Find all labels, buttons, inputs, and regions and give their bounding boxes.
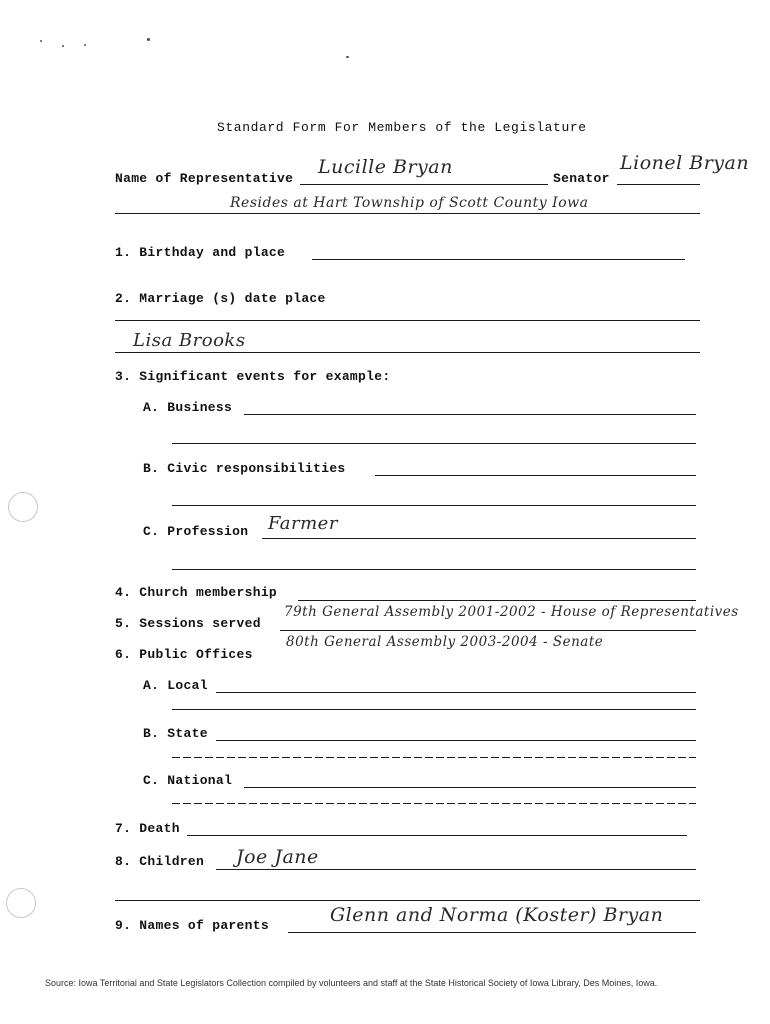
- scan-speck: [147, 38, 150, 41]
- local-label: A. Local: [143, 678, 208, 693]
- children-line-2: [115, 900, 700, 901]
- state-line-1: [216, 740, 696, 741]
- residence-line: [115, 213, 700, 214]
- marriage-label: 2. Marriage (s) date place: [115, 291, 326, 306]
- events-label: 3. Significant events for example:: [115, 369, 391, 384]
- public-offices-label: 6. Public Offices: [115, 647, 253, 662]
- parents-label: 9. Names of parents: [115, 918, 269, 933]
- sessions-label: 5. Sessions served: [115, 616, 261, 631]
- civic-line-2: [172, 505, 696, 506]
- source-note: Source: Iowa Territorial and State Legislators Collection compiled by volunteers and staff at the State Historical Society of Iowa Library, Des Moines, Iowa.: [45, 978, 658, 988]
- scan-speck: [62, 45, 64, 47]
- sessions-line: [280, 630, 696, 631]
- profession-label: C. Profession: [143, 524, 249, 539]
- children-handwriting: Joe Jane: [236, 846, 319, 868]
- birthday-line: [312, 259, 685, 260]
- residence-handwriting: Resides at Hart Township of Scott County Iowa: [230, 195, 589, 211]
- scan-speck: [346, 56, 349, 58]
- scan-speck: [84, 44, 86, 46]
- senator-label: Senator: [553, 171, 610, 186]
- civic-label: B. Civic responsibilities: [143, 461, 346, 476]
- business-line-1: [244, 414, 696, 415]
- sessions-handwriting-2: 80th General Assembly 2003-2004 - Senate: [286, 634, 604, 650]
- national-line-2: [172, 803, 696, 804]
- form-title: Standard Form For Members of the Legislature: [217, 120, 587, 135]
- marriage-line-1: [115, 320, 700, 321]
- national-line-1: [244, 787, 696, 788]
- business-label: A. Business: [143, 400, 233, 415]
- parents-line: [288, 932, 696, 933]
- senator-signature: Lionel Bryan: [620, 152, 750, 174]
- binder-hole: [6, 888, 36, 918]
- state-label: B. State: [143, 726, 208, 741]
- representative-signature: Lucille Bryan: [318, 156, 453, 178]
- children-line-1: [216, 869, 696, 870]
- parents-handwriting: Glenn and Norma (Koster) Bryan: [330, 904, 664, 926]
- senator-line: [617, 184, 700, 185]
- sessions-handwriting-1: 79th General Assembly 2001-2002 - House of Representatives: [284, 604, 739, 620]
- children-label: 8. Children: [115, 854, 205, 869]
- business-line-2: [172, 443, 696, 444]
- profession-line-2: [172, 569, 696, 570]
- marriage-line-2: [115, 352, 700, 353]
- national-label: C. National: [143, 773, 233, 788]
- church-line: [298, 600, 696, 601]
- local-line-2: [172, 709, 696, 710]
- civic-line-1: [375, 475, 696, 476]
- binder-hole: [8, 492, 38, 522]
- marriage-handwriting: Lisa Brooks: [133, 330, 246, 351]
- death-line: [187, 835, 687, 836]
- local-line-1: [216, 692, 696, 693]
- birthday-label: 1. Birthday and place: [115, 245, 286, 260]
- profession-line-1: [262, 538, 696, 539]
- profession-handwriting: Farmer: [268, 513, 338, 534]
- scan-speck: [40, 40, 42, 42]
- representative-label: Name of Representative: [115, 171, 294, 186]
- representative-line: [300, 184, 548, 185]
- church-label: 4. Church membership: [115, 585, 278, 600]
- state-line-2: [172, 757, 696, 758]
- death-label: 7. Death: [115, 821, 180, 836]
